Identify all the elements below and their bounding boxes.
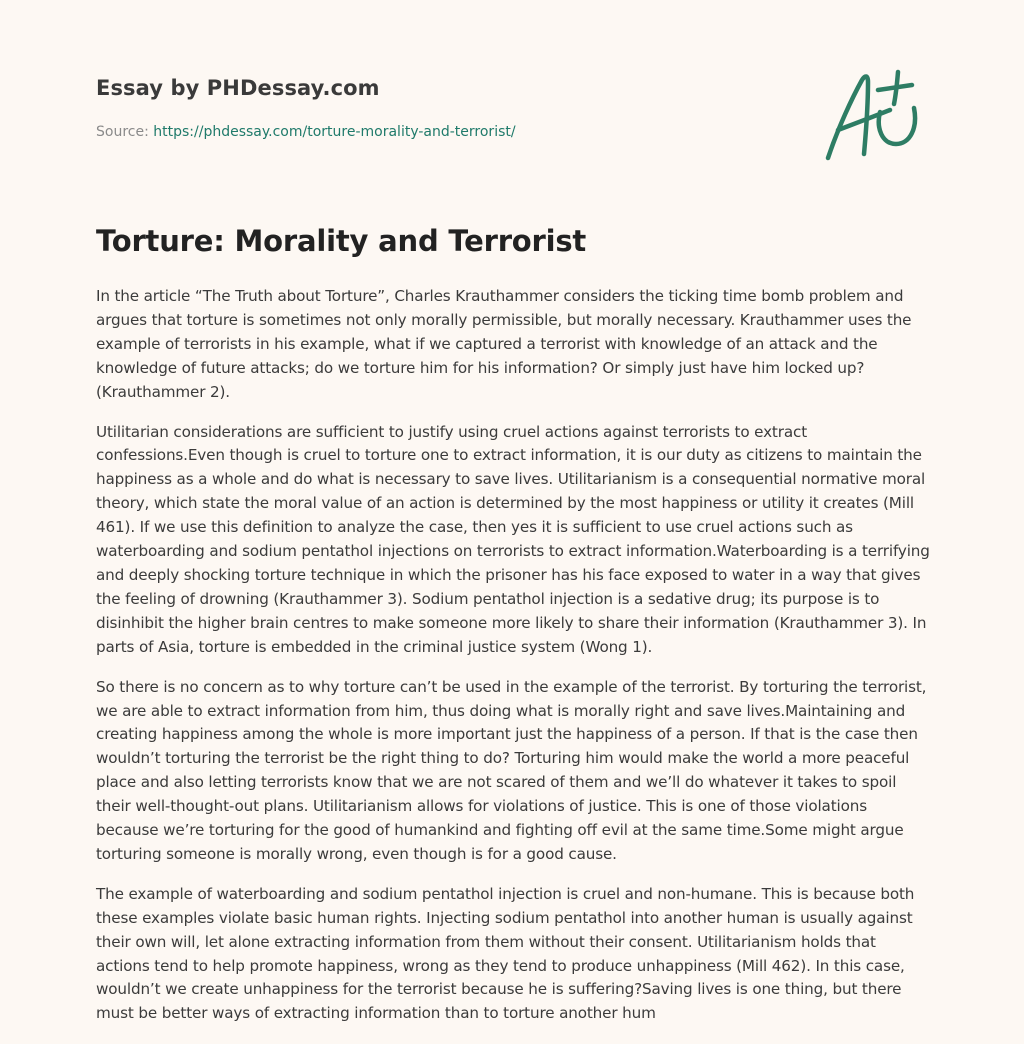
source-link[interactable]: https://phdessay.com/torture-morality-and-terrorist/: [153, 124, 516, 140]
essay-paragraph: Utilitarian considerations are sufficient to justify using cruel actions against terrorists to extract confessions.Even though is cruel to torture one to extract information, it is our duty as citizens to maintain the happiness as a whole and do what is necessary to save lives. Utilitarianism is a consequential normative moral theory, which state the moral value of an action is determined by the most happiness or utility it creates (Mill 461). If we use this definition to analyze the case, then yes it is sufficient to use cruel actions such as waterboarding and sodium pentathol injections on terrorists to extract information.Waterboarding is a terrifying and deeply shocking torture technique in which the prisoner has his face exposed to water in a way that gives the feeling of drowning (Krauthammer 3). Sodium pentathol injection is a sedative drug; its purpose is to disinhibit the higher brain centres to make someone more likely to share their information (Krauthammer 3). In parts of Asia, torture is embedded in the criminal justice system (Wong 1).: [96, 422, 930, 656]
source-line: [96, 124, 516, 140]
essay-paragraph: So there is no concern as to why torture can’t be used in the example of the terrorist. By torturing the terrorist, we are able to extract information from him, thus doing what is morally right and save lives.Maintaining and creating happiness among the whole is more important just the happiness of a person. If that is the case then wouldn’t torturing the terrorist be the right thing to do? Torturing him would make the world a more peaceful place and also letting terrorists know that we are not scared of them and we’ll do whatever it takes to spoil their well-thought-out plans. Utilitarianism allows for violations of justice. This is one of those violations because we’re torturing for the good of humankind and fighting off evil at the same time.Some might argue torturing someone is morally wrong, even though is for a good cause.: [96, 677, 927, 863]
essay-body: [96, 285, 930, 1042]
site-brand: Essay by PHDessay.com: [96, 76, 380, 100]
essay-paragraph: In the article “The Truth about Torture”, Charles Krauthammer considers the ticking time bomb problem and argues that torture is sometimes not only morally permissible, but morally necessary. Krauthammer uses the example of terrorists in his example, what if we captured a terrorist with knowledge of an attack and the knowledge of future attacks; do we torture him for his information? Or simply just have him locked up? (Krauthammer 2).: [96, 287, 912, 401]
a-plus-logo-icon: [818, 66, 930, 166]
source-label: Source:: [96, 124, 149, 140]
essay-title: Torture: Morality and Terrorist: [96, 224, 587, 258]
essay-paragraph: The example of waterboarding and sodium pentathol injection is cruel and non-humane. This is because both these examples violate basic human rights. Injecting sodium pentathol into another human is usually against their own will, let alone extracting information from them without their consent. Utilitarianism holds that actions tend to help promote happiness, wrong as they tend to produce unhappiness (Mill 462). In this case, wouldn’t we create unhappiness for the terrorist because he is suffering?Saving lives is one thing, but there must be better ways of extracting information than to torture another hum: [96, 884, 915, 1023]
